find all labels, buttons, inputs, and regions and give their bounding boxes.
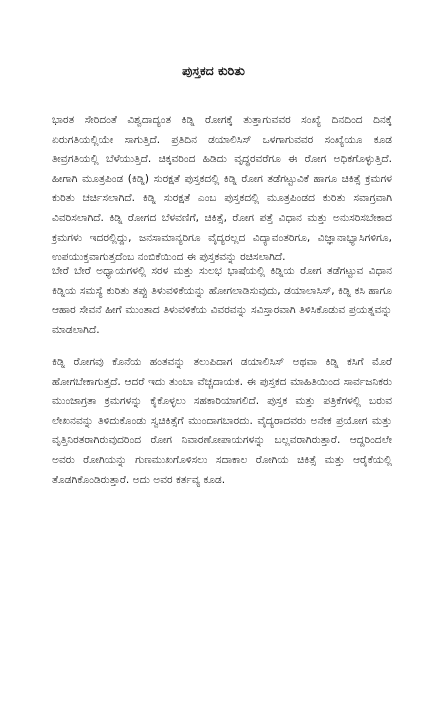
paragraph-chapters: ಬೇರೆ ಬೇರೆ ಅಧ್ಯಾಯಗಳಲ್ಲಿ ಸರಳ ಮತ್ತು ಸುಲಭ ಭಾಷೆಯಲ್ಲಿ ಕಿಡ್ನಿಯ ರೋಗ ತಡೆಗಟ್ಟುವ ವಿಧಾನ ಕಿಡ್ನಿಯ ಸಮಸ್ಯೆ ಕುರಿತು ತಪ್ಪು ತಿಳುವಳಿಕೆಯನ್ನು ಹೋಗಲಾಡಿಸುವುದು, ಡಯಾಲಾಸಿಸ್, ಕಿಡ್ನಿ ಕಸಿ ಹಾಗೂ ಆಹಾರ ಸೇವನೆ ಹೀಗೆ ಮುಂತಾದ ತಿಳುವಳಿಕೆಯ ವಿವರವನ್ನು ಸವಿಸ್ತಾರವಾಗಿ ತಿಳಿಸಿಕೊಡುವ ಪ್ರಯತ್ನವನ್ನು ಮಾಡಲಾಗಿದೆ. (52, 265, 392, 336)
page-title: ಪುಸ್ತಕದ ಕುರಿತು (182, 63, 245, 78)
paragraph-treatment: ಕಿಡ್ನಿ ರೋಗವು ಕೊನೆಯ ಹಂತವನ್ನು ತಲುಪಿದಾಗ ಡಯಾಲಿಸಿಸ್ ಅಥವಾ ಕಿಡ್ನಿ ಕಸಿಗೆ ಮೊರೆ ಹೋಗಬೇಕಾಗುತ್ತದೆ. ಆದರೆ ಇದು ತುಂಬಾ ವೆಚ್ಚದಾಯಕ. ಈ ಪುಸ್ತಕದ ಮಾಹಿತಿಯಿಂದ ಸಾರ್ವಜನಿಕರು ಮುಂಜಾಗ್ರತಾ ಕ್ರಮಗಳನ್ನು ಕೈಕೊಳ್ಳಲು ಸಹಕಾರಿಯಾಗಲಿದೆ. ಪುಸ್ತಕ ಮತ್ತು ಪತ್ರಿಕೆಗಳಲ್ಲಿ ಬರುವ ಲೇಖನವನ್ನು ತಿಳಿದುಕೊಂಡು ಸ್ವಚಿಕಿತ್ಸೆಗೆ ಮುಂದಾಗಬಾರದು. ವೈದ್ಯರಾದವರು ಅನೇಕ ಪ್ರಯೋಗ ಮತ್ತು ವೃತ್ತಿನಿರತರಾಗಿರುವುದರಿಂದ ರೋಗ ನಿವಾರಣೋಪಾಯಗಳನ್ನು ಬಲ್ಲವರಾಗಿರುತ್ತಾರೆ. ಆದ್ದರಿಂದಲೇ ಅವರು ರೋಗಿಯನ್ನು ಗುಣಮುಖಗೊಳಿಸಲು ಸದಾಕಾಲ ರೋಗಿಯ ಚಿಕಿತ್ಸೆ ಮತ್ತು ಆರೈಕೆಯಲ್ಲಿ ತೊಡಗಿಕೊಂಡಿರುತ್ತಾರೆ. ಅದು ಅವರ ಕರ್ತವ್ಯ ಕೂಡ. (52, 356, 392, 486)
paragraph-intro: ಭಾರತ ಸೇರಿದಂತೆ ವಿಶ್ವದಾದ್ಯಂತ ಕಿಡ್ನಿ ರೋಗಕ್ಕೆ ತುತ್ತಾಗುವವರ ಸಂಖ್ಯೆ ದಿನದಿಂದ ದಿನಕ್ಕೆ ಏರುಗತಿಯಲ್ಲಿಯೇ ಸಾಗುತ್ತಿದೆ. ಪ್ರತಿದಿನ ಡಯಾಲಿಸಿಸ್ ಒಳಗಾಗುವವರ ಸಂಖ್ಯೆಯೂ ಕೂಡ ತೀವ್ರಗತಿಯಲ್ಲಿ ಬೆಳೆಯುತ್ತಿದೆ. ಚಿಕ್ಕವರಿಂದ ಹಿಡಿದು ವೃದ್ಧರವರೆಗೂ ಈ ರೋಗ ಅಧಿಕಗೊಳ್ಳುತ್ತಿದೆ. ಹೀಗಾಗಿ ಮೂತ್ರಪಿಂಡ (ಕಿಡ್ನಿ) ಸುರಕ್ಷತೆ ಪುಸ್ತಕದಲ್ಲಿ ಕಿಡ್ನಿ ರೋಗ ತಡೆಗಟ್ಟುವಿಕೆ ಹಾಗೂ ಚಿಕಿತ್ಸೆ ಕ್ರಮಗಳ ಕುರಿತು ಚರ್ಚಿಸಲಾಗಿದೆ. ಕಿಡ್ನಿ ಸುರಕ್ಷತೆ ಎಂಬ ಪುಸ್ತಕದಲ್ಲಿ ಮೂತ್ರಪಿಂಡದ ಕುರಿತು ಸವಾಗ್ರವಾಗಿ ವಿವರಿಸಲಾಗಿದೆ. ಕಿಡ್ನಿ ರೋಗದ ಬೆಳವಣಿಗೆ, ಚಿಕಿತ್ಸೆ, ರೋಗ ಪತ್ತೆ ವಿಧಾನ ಮತ್ತು ಅನುಸರಿಸಬೇಕಾದ ಕ್ರಮಗಳು ಇದರಲ್ಲಿದ್ದು, ಜನಸಾಮಾನ್ಯರಿಗೂ ವೈದ್ಯರಲ್ಲದ ವಿದ್ಯಾವಂತರಿಗೂ, ವಿಜ್ಞಾನಾಭ್ಯಾಸಿಗಳಿಗೂ, ಉಪಯುಕ್ತವಾಗುತ್ತದೆಂಬ ನಂಬಿಕೆಯಿಂದ ಈ ಪುಸ್ತಕವನ್ನು ರಚಿಸಲಾಗಿದೆ. (52, 114, 392, 264)
